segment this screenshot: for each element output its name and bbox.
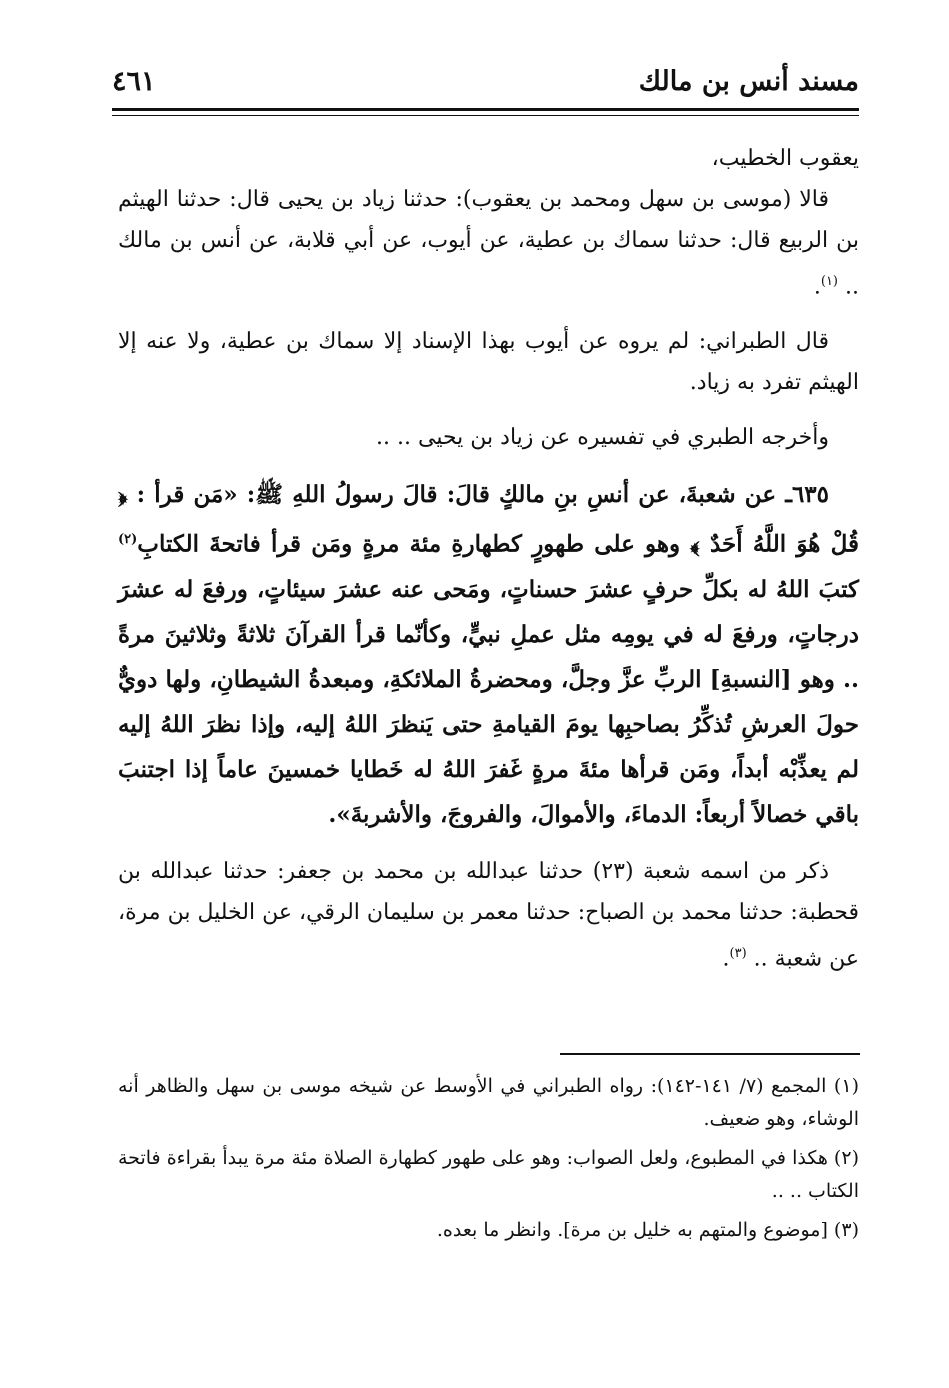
- footnotes: [118, 1070, 859, 1253]
- hadith-text-a: ٦٣٥ـ عن شعبةَ، عن أنسِ بنِ مالكٍ قالَ: قالَ رسولُ اللهِ ﷺ: «مَن قرأ : ﴿ قُلْ هُوَ اللَّهُ أَحَدٌ ﴾ وهو على طهورٍ كطهارةِ مئة مرةٍ ومَن قرأ فاتحةَ الكتابِ: [118, 481, 859, 558]
- paragraph-shuba: ذكر من اسمه شعبة (٢٣) حدثنا عبدالله بن محمد بن جعفر: حدثنا عبدالله بن قحطبة: حدثنا محمد بن الصباح: حدثنا معمر بن سليمان الرقي، عن الخليل بن مرة، عن شعبة .. $^{(٣)}$.: [118, 858, 859, 972]
- footnote-ref-1: (١): [820, 274, 838, 289]
- running-title: مسند أنس بن مالك: [638, 66, 859, 97]
- page-number: ٤٦١: [112, 66, 156, 97]
- paragraph-tabarani: قال الطبراني: لم يروه عن أيوب بهذا الإسناد إلا سماك بن عطية، ولا عنه إلا الهيثم تفرد به زياد.: [118, 329, 859, 396]
- footnote-ref-2: (٢): [118, 532, 138, 548]
- shuba-isnad-text: ذكر من اسمه شعبة (٢٣) حدثنا عبدالله بن محمد بن جعفر: حدثنا عبدالله بن قحطبة: حدثنا محمد بن الصباح: حدثنا معمر بن سليمان الرقي، عن الخليل بن مرة، عن شعبة ..: [118, 858, 859, 972]
- footnote-2: (٢) هكذا في المطبوع، ولعل الصواب: وهو على طهور كطهارة الصلاة مئة مرة يبدأ بقراءة فاتحة الكتاب .. ..: [118, 1147, 859, 1202]
- footnote-3: (٣) [موضوع والمتهم به خليل بن مرة]. وانظر ما بعده.: [436, 1219, 859, 1241]
- hadith-635: [118, 472, 859, 837]
- page-header: [112, 66, 859, 108]
- main-text: [118, 138, 859, 993]
- footnote-ref-3: (٣): [729, 945, 747, 961]
- header-rule-thin: [112, 115, 859, 116]
- header-rule-thick: [112, 108, 859, 111]
- paragraph-isnad: قالا (موسى بن سهل ومحمد بن يعقوب): حدثنا زياد بن يحيى قال: حدثنا الهيثم بن الربيع قال: حدثنا سماك بن عطية، عن أيوب، عن أبي قلابة، عن أنس بن مالك .. $^{(١)}$.: [118, 187, 859, 300]
- isnad-text: قالا (موسى بن سهل ومحمد بن يعقوب): حدثنا زياد بن يحيى قال: حدثنا الهيثم بن الربيع قال: حدثنا سماك بن عطية، عن أيوب، عن أبي قلابة، عن أنس بن مالك ..: [118, 187, 859, 300]
- hadith-text-b: كتبَ اللهُ له بكلِّ حرفٍ عشرَ حسناتٍ، ومَحى عنه عشرَ سيئاتٍ، ورفعَ له عشرَ درجاتٍ، ورفعَ له في يومِه مثل عملِ نبيٍّ، وكأنّما قرأ القرآنَ ثلاثةً وثلاثينَ مرةً .. وهو [النسبةِ] الربِّ عزَّ وجلَّ، ومحضرةُ الملائكةِ، ومبعدةُ الشيطانِ، ولها دويٌّ حولَ العرشِ تُذكِّرُ بصاحبِها يومَ القيامةِ حتى يَنظرَ اللهُ إليه، وإذا نظرَ اللهُ إليه لم يعذِّبْه أبداً، ومَن قرأها مئةَ مرةٍ غَفرَ اللهُ له خَطايا خمسينَ عاماً إذا اجتنبَ باقي خصالاً أربعاً: الدماءَ، والأموالَ، والفروجَ، والأشربةَ».: [118, 575, 859, 828]
- paragraph-tabari: وأخرجه الطبري في تفسيره عن زياد بن يحيى .. ..: [376, 425, 829, 451]
- paragraph-continuation: يعقوب الخطيب،: [711, 146, 859, 171]
- footnote-1: (١) المجمع (٧/ ١٤١-١٤٢): رواه الطبراني في الأوسط عن شيخه موسى بن سهل والظاهر أنه الوشاء، وهو ضعيف.: [118, 1075, 859, 1130]
- footnote-separator: [560, 1053, 860, 1055]
